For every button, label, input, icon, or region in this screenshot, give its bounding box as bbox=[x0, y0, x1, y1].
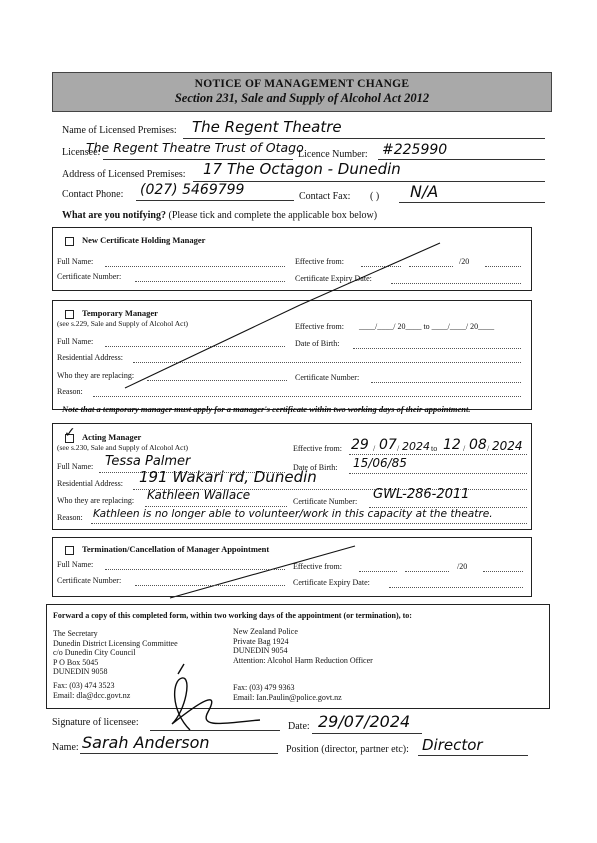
termination-year-field[interactable] bbox=[483, 571, 523, 572]
acting-sub: (see s.230, Sale and Supply of Alcohol Act) bbox=[57, 443, 189, 452]
termination-fullname-label: Full Name: bbox=[57, 560, 94, 569]
council-line: c/o Dunedin City Council bbox=[53, 648, 136, 657]
temporary-address-label: Residential Address: bbox=[57, 353, 123, 362]
temporary-reason-label: Reason: bbox=[57, 387, 83, 396]
temporary-date-range[interactable]: ____/____/ 20____ to ____/____/ 20____ bbox=[359, 322, 495, 331]
acting-cert-number-value[interactable]: GWL-286-2011 bbox=[373, 487, 470, 502]
new-cert-expiry-label: Certificate Expiry Date: bbox=[295, 274, 372, 283]
council-email[interactable]: Email: dla@dcc.govt.nz bbox=[53, 691, 131, 700]
notify-instruction: (Please tick and complete the applicable box below) bbox=[168, 210, 378, 221]
name-value[interactable]: Sarah Anderson bbox=[82, 733, 210, 752]
police-line: New Zealand Police bbox=[233, 627, 298, 636]
licence-number-value[interactable]: #225990 bbox=[382, 142, 448, 158]
termination-checkbox[interactable] bbox=[65, 546, 74, 555]
acting-reason-line bbox=[91, 523, 527, 524]
acting-dob-value[interactable]: 15/06/85 bbox=[353, 456, 407, 470]
temporary-effective-label: Effective from: bbox=[295, 322, 344, 331]
acting-checkbox[interactable] bbox=[64, 424, 76, 443]
acting-effective-line bbox=[349, 454, 527, 455]
acting-to-year[interactable]: 2024 bbox=[492, 439, 523, 453]
temporary-title: Temporary Manager bbox=[82, 308, 158, 318]
acting-title: Acting Manager bbox=[82, 432, 142, 442]
acting-title-row bbox=[64, 424, 142, 443]
acting-address-label: Residential Address: bbox=[57, 479, 123, 488]
police-line: Attention: Alcohol Harm Reduction Officer bbox=[233, 655, 373, 665]
notify-question: What are you notifying? bbox=[62, 210, 166, 221]
name-line bbox=[80, 753, 278, 754]
licence-number-label: Licence Number: bbox=[298, 149, 368, 160]
new-cert-number-label: Certificate Number: bbox=[57, 272, 122, 281]
police-line: Private Bag 1924 bbox=[233, 636, 289, 646]
phone-value[interactable]: (027) 5469799 bbox=[140, 182, 245, 198]
fax-prefix: ( ) bbox=[370, 191, 380, 202]
fax-label: Contact Fax: bbox=[299, 191, 351, 202]
termination-date-tail: /20 bbox=[457, 562, 468, 571]
temporary-fullname-label: Full Name: bbox=[57, 337, 94, 346]
licensee-label: Licensee: bbox=[62, 147, 101, 158]
premises-name-label: Name of Licensed Premises: bbox=[62, 125, 177, 136]
council-line: P O Box 5045 bbox=[53, 657, 99, 667]
acting-replacing-line bbox=[145, 506, 287, 507]
council-line: Dunedin District Licensing Committee bbox=[53, 638, 178, 648]
acting-dob-line bbox=[349, 473, 527, 474]
check-mark-icon: ✓ bbox=[64, 424, 76, 441]
new-cert-date-tail: /20 bbox=[459, 257, 470, 266]
acting-fullname-value[interactable]: Tessa Palmer bbox=[105, 454, 191, 469]
temporary-replacing-label: Who they are replacing: bbox=[57, 371, 135, 380]
temporary-dob-label: Date of Birth: bbox=[295, 339, 340, 348]
fax-value[interactable]: N/A bbox=[410, 182, 439, 201]
acting-dob-label: Date of Birth: bbox=[293, 463, 338, 472]
acting-address-value[interactable]: 191 Wakari rd, Dunedin bbox=[139, 468, 317, 486]
signature-label: Signature of licensee: bbox=[52, 717, 139, 728]
acting-from-month[interactable]: 07 bbox=[379, 437, 397, 453]
position-label: Position (director, partner etc): bbox=[286, 744, 409, 755]
acting-to-label: to bbox=[431, 444, 438, 453]
acting-to-month[interactable]: 08 bbox=[469, 437, 487, 453]
termination-title-row bbox=[65, 544, 269, 555]
termination-fullname-field[interactable] bbox=[105, 569, 285, 570]
termination-title: Termination/Cancellation of Manager Appointment bbox=[82, 544, 270, 554]
acting-reason-value[interactable]: Kathleen is no longer able to volunteer/work in this capacity at the theatre. bbox=[93, 508, 493, 520]
acting-effective-label: Effective from: bbox=[293, 444, 342, 453]
acting-from-year[interactable]: 2024 bbox=[402, 440, 430, 453]
form-subtitle: Section 231, Sale and Supply of Alcohol Act 2012 bbox=[174, 91, 430, 105]
temporary-cert-number-label: Certificate Number: bbox=[295, 373, 360, 382]
new-certificate-title: New Certificate Holding Manager bbox=[82, 235, 206, 245]
acting-reason-label: Reason: bbox=[57, 513, 83, 522]
temporary-note: Note that a temporary manager must apply for a manager's certificate within two working days of their appointment. bbox=[62, 404, 471, 414]
temporary-sub: (see s.229, Sale and Supply of Alcohol Act) bbox=[57, 319, 189, 328]
police-line: DUNEDIN 9054 bbox=[233, 646, 288, 655]
council-fax: Fax: (03) 474 3523 bbox=[53, 681, 115, 690]
termination-effective-label: Effective from: bbox=[293, 562, 342, 571]
termination-expiry-label: Certificate Expiry Date: bbox=[293, 578, 370, 587]
termination-expiry-field[interactable] bbox=[389, 587, 523, 588]
new-cert-fullname-label: Full Name: bbox=[57, 257, 94, 266]
licensee-value[interactable]: The Regent Theatre Trust of Otago bbox=[86, 140, 304, 155]
acting-manager-box: ✓ Acting Manager (see s.230, Sale and Supply of Alcohol Act) Effective from: 29 / 07 / 2024 to 12 / 08 / 2024 Full Name: Tessa Palmer Date of Birth: 15/06/85 Residential Address: 191 Wakari rd, Dunedin Who they are replacing: Kathleen Wallace Certificate Number: GWL-286-2011 Reason: Kathleen is no longer able to volunteer/work in this capacity at the theatre. bbox=[52, 423, 532, 530]
acting-from-day[interactable]: 29 bbox=[351, 437, 369, 453]
name-label: Name: bbox=[52, 742, 79, 753]
position-value[interactable]: Director bbox=[422, 736, 483, 754]
council-line: DUNEDIN 9058 bbox=[53, 667, 108, 676]
form-title: NOTICE OF MANAGEMENT CHANGE bbox=[194, 78, 410, 90]
date-line bbox=[312, 733, 422, 734]
termination-month-field[interactable] bbox=[405, 571, 449, 572]
police-email[interactable]: Email: Ian.Paulin@police.govt.nz bbox=[233, 693, 342, 702]
phone-label: Contact Phone: bbox=[62, 189, 124, 200]
signature-scribble bbox=[150, 660, 300, 740]
termination-cert-number-field[interactable] bbox=[135, 585, 285, 586]
date-label: Date: bbox=[288, 721, 310, 732]
termination-box bbox=[52, 537, 532, 597]
council-line: The Secretary bbox=[53, 629, 98, 638]
premises-name-value[interactable]: The Regent Theatre bbox=[192, 118, 342, 136]
acting-cert-number-label: Certificate Number: bbox=[293, 497, 358, 506]
date-value[interactable]: 29/07/2024 bbox=[318, 712, 411, 731]
acting-to-day[interactable]: 12 bbox=[443, 437, 461, 453]
address-value[interactable]: 17 The Octagon - Dunedin bbox=[203, 160, 401, 178]
new-cert-effective-label: Effective from: bbox=[295, 257, 344, 266]
position-line bbox=[418, 755, 528, 756]
forward-heading: Forward a copy of this completed form, within two working days of the appointment (or termination), to: bbox=[53, 611, 412, 620]
acting-replacing-label: Who they are replacing: bbox=[57, 496, 135, 505]
acting-fullname-label: Full Name: bbox=[57, 462, 94, 471]
address-label: Address of Licensed Premises: bbox=[62, 169, 186, 180]
acting-replacing-value[interactable]: Kathleen Wallace bbox=[147, 488, 251, 502]
termination-cert-number-label: Certificate Number: bbox=[57, 576, 122, 585]
police-fax: Fax: (03) 479 9363 bbox=[233, 683, 295, 692]
termination-day-field[interactable] bbox=[359, 571, 397, 572]
